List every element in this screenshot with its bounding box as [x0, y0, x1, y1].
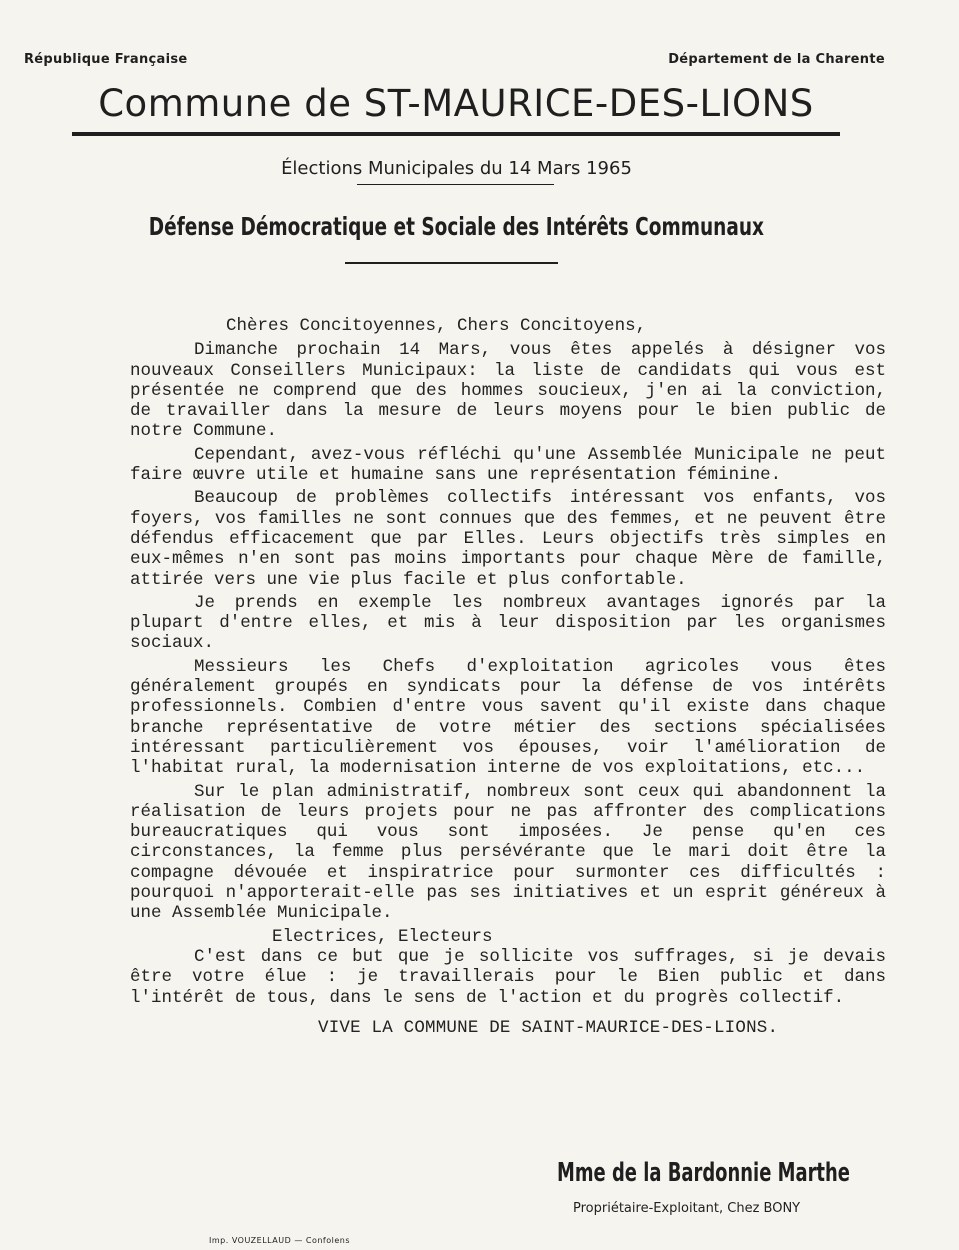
- signature-profession: Propriétaire-Exploitant, Chez BONY: [573, 1201, 801, 1216]
- letter-paragraph: Je prends en exemple les nombreux avantages ignorés par la plupart d'entre elles, et mis à leur disposition par les organismes sociaux.: [130, 592, 886, 654]
- elections-heading: Élections Municipales du 14 Mars 1965: [281, 158, 632, 179]
- signature-name: Mme de la Bardonnie Marthe: [557, 1158, 850, 1188]
- vive-line: VIVE LA COMMUNE DE SAINT-MAURICE-DES-LIONS.: [318, 1017, 779, 1038]
- title-rule: [72, 132, 840, 136]
- letter-paragraph: Beaucoup de problèmes collectifs intéressant vos enfants, vos foyers, vos familles ne sont connues que des femmes, et ne peuvent être défendus efficacement que par Elles. Leurs objectifs très simples en eux-mêmes n'en sont pas moins importants pour chaque Mère de famille, attirée vers une vie plus facile et plus confortable.: [130, 488, 886, 590]
- closing-paragraph: C'est dans ce but que je sollicite vos suffrages, si je devais être votre élue : je travaillerais pour le Bien public et dans l'intérêt de tous, dans le sens de l'action et du progrès collectif.: [130, 946, 886, 1008]
- letter-paragraph: Sur le plan administratif, nombreux sont ceux qui abandonnent la réalisation de leurs projets pour ne pas affronter des complications bureaucratiques qui vous sont imposées. Je pense qu'en ces circonstances, la femme plus persévérante que le mari doit être la compagne dévouée et inspiratrice pour surmonter ces difficultés : pourquoi n'apporterait-elle pas ses initiatives et un esprit généreux à une Assemblée Municipale.: [130, 781, 886, 924]
- elections-underline: [357, 184, 554, 185]
- header-republique: République Française: [24, 52, 188, 67]
- letter-paragraph: Cependant, avez-vous réfléchi qu'une Assemblée Municipale ne peut faire œuvre utile et humaine sans une représentation féminine.: [130, 444, 886, 486]
- subtitle-rule: [345, 262, 558, 264]
- header-departement: Département de la Charente: [668, 52, 885, 67]
- letter-paragraph: Dimanche prochain 14 Mars, vous êtes appelés à désigner vos nouveaux Conseillers Municipaux: la liste de candidats qui vous est présentée ne comprend que des hommes soucieux, j'en ai la conviction, de travailler dans la mesure de leurs moyens pour le bien public de notre Commune.: [130, 340, 886, 442]
- salutation: Chères Concitoyennes, Chers Concitoyens,: [226, 316, 647, 336]
- letter-paragraph: Messieurs les Chefs d'exploitation agricoles vous êtes généralement groupés en syndicats pour la défense de vos intérêts professionnels. Combien d'entre vous savent qu'il existe dans chaque branche représentative de votre métier des sections spécialisées intéressant particulièrement vos épouses, voir l'amélioration de l'habitat rural, la modernisation interne de vos exploitations, etc...: [130, 656, 886, 779]
- letter-body: [130, 316, 886, 1038]
- printer-imprint: Imp. VOUZELLAUD — Confolens: [209, 1236, 351, 1245]
- subtitle: Défense Démocratique et Sociale des Intérêts Communaux: [148, 212, 764, 241]
- page-title: Commune de ST-MAURICE-DES-LIONS: [98, 82, 814, 125]
- electrices-line: Electrices, Electeurs: [272, 926, 493, 947]
